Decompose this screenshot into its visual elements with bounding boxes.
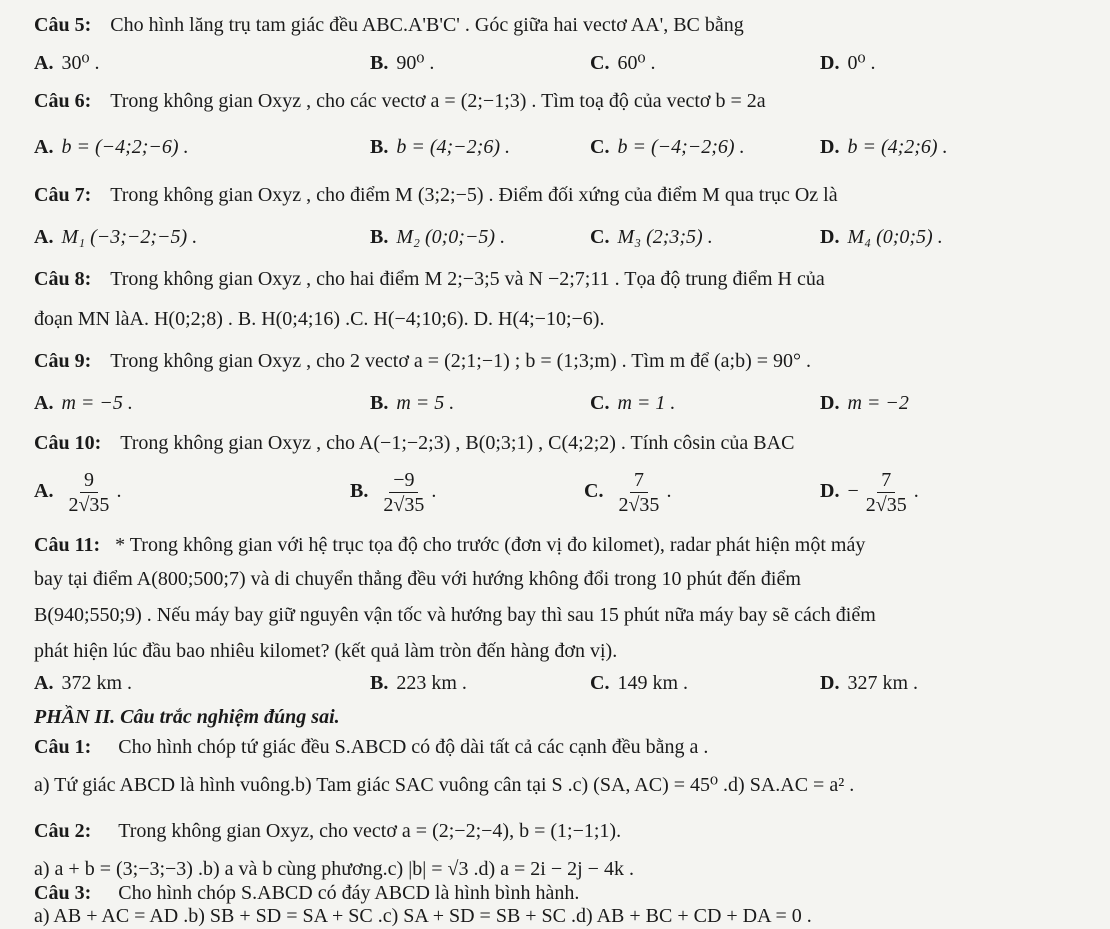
question-10-options	[34, 468, 1100, 520]
option-c: C. 149 km .	[590, 672, 689, 694]
question-text: Cho hình chóp tứ giác đều S.ABCD có độ dài tất cả các cạnh đều bằng a .	[118, 736, 709, 758]
option-b: B. 90⁰ .	[370, 52, 435, 74]
question-label: Câu 2:	[34, 820, 92, 842]
question-7-options	[34, 224, 1100, 250]
option-a: A. $\frac{9}{2√35}$ .	[34, 469, 122, 516]
fraction-denominator: 2√35	[68, 494, 110, 516]
option-a: A. 30⁰ .	[34, 52, 100, 74]
question-text: Cho hình lăng trụ tam giác đều ABC.A'B'C' . Góc giữa hai vectơ AA', BC bằng	[110, 14, 744, 36]
option-d: D. M₄ (0;0;5) .	[820, 226, 943, 248]
question-text: * Trong không gian với hệ trục tọa độ cho trước (đơn vị đo kilomet), radar phát hiện một máy	[115, 534, 866, 556]
question-6-options	[34, 134, 1100, 160]
question-5-options	[34, 50, 1100, 76]
question-8-line-2	[34, 306, 1100, 332]
option-b: B. M₂ (0;0;−5) .	[370, 226, 506, 248]
question-9-options	[34, 390, 1100, 416]
question-text: Trong không gian Oxyz , cho điểm M (3;2;−5) . Điểm đối xứng của điểm M qua trục Oz là	[110, 184, 838, 206]
fraction-denominator: 2√35	[865, 494, 907, 516]
question-label: Câu 8:	[34, 268, 92, 290]
option-a: A. M₁ (−3;−2;−5) .	[34, 226, 198, 248]
fraction-numerator: 7	[877, 468, 895, 493]
question-7	[34, 182, 1100, 208]
fraction-denominator: 2√35	[383, 494, 425, 516]
question-label: Câu 7:	[34, 184, 92, 206]
question-5	[34, 12, 1100, 38]
fraction-numerator: 7	[630, 468, 648, 493]
fraction-numerator: 9	[80, 468, 98, 493]
option-d: D. 0⁰ .	[820, 52, 876, 74]
option-b: B. b = (4;−2;6) .	[370, 136, 510, 158]
option-a: A. b = (−4;2;−6) .	[34, 136, 189, 158]
question-text: Cho hình chóp S.ABCD có đáy ABCD là hình bình hành.	[118, 882, 580, 904]
question-label: Câu 5:	[34, 14, 92, 36]
question-11-options	[34, 670, 1100, 696]
option-a: A. m = −5 .	[34, 392, 133, 414]
question-11-line-3: B(940;550;9) . Nếu máy bay giữ nguyên vận tốc và hướng bay thì sau 15 phút nữa máy bay sẽ cách điểm	[34, 604, 876, 626]
question-text: Trong không gian Oxyz , cho 2 vectơ a = (2;1;−1) ; b = (1;3;m) . Tìm m để (a;b) = 90° .	[110, 350, 812, 372]
option-c: C. b = (−4;−2;6) .	[590, 136, 745, 158]
question-text: Trong không gian Oxyz , cho A(−1;−2;3) , B(0;3;1) , C(4;2;2) . Tính côsin của BAC	[120, 432, 795, 454]
question-8-options: đoạn MN làA. H(0;2;8) . B. H(0;4;16) .C. H(−4;10;6). D. H(4;−10;−6).	[34, 308, 605, 330]
option-d: D. − $\frac{7}{2√35}$ .	[820, 469, 919, 516]
question-label: Câu 6:	[34, 90, 92, 112]
option-b: B. 223 km .	[370, 672, 467, 694]
question-text: Trong không gian Oxyz, cho vectơ a = (2;−2;−4), b = (1;−1;1).	[118, 820, 622, 842]
option-d: D. b = (4;2;6) .	[820, 136, 948, 158]
option-c: C. $\frac{7}{2√35}$ .	[584, 469, 672, 516]
question-11-line-2: bay tại điểm A(800;500;7) và di chuyển thẳng đều với hướng không đổi trong 10 phút đến điểm	[34, 568, 801, 590]
option-d: D. 327 km .	[820, 672, 919, 694]
part2-question-1-statements: a) Tứ giác ABCD là hình vuông.b) Tam giác SAC vuông cân tại S .c) (SA, AC) = 45⁰ .d) SA.AC = a² .	[34, 774, 855, 796]
option-c: C. m = 1 .	[590, 392, 676, 414]
fraction-denominator: 2√35	[618, 494, 660, 516]
option-b: B. $\frac{-9}{2√35}$ .	[350, 469, 437, 516]
option-d: D. m = −2	[820, 392, 909, 414]
question-text: Trong không gian Oxyz , cho hai điểm M 2;−3;5 và N −2;7;11 . Tọa độ trung điểm H của	[110, 268, 825, 290]
part2-question-1	[34, 734, 1100, 760]
option-c: C. 60⁰ .	[590, 52, 656, 74]
question-label: Câu 1:	[34, 736, 92, 758]
fraction-numerator: −9	[389, 468, 418, 493]
question-10	[34, 430, 1100, 456]
option-b: B. m = 5 .	[370, 392, 455, 414]
section-heading: PHẦN II. Câu trắc nghiệm đúng sai.	[34, 706, 340, 728]
question-text: Trong không gian Oxyz , cho các vectơ a = (2;−1;3) . Tìm toạ độ của vectơ b = 2a	[110, 90, 766, 112]
part2-question-3-statements: a) AB + AC = AD .b) SB + SD = SA + SC .c) SA + SD = SB + SC .d) AB + BC + CD + DA = 0 .	[34, 905, 812, 927]
question-label: Câu 11:	[34, 534, 101, 556]
part2-question-2-statements: a) a + b = (3;−3;−3) .b) a và b cùng phương.c) |b| = √3 .d) a = 2i − 2j − 4k .	[34, 858, 634, 880]
question-9	[34, 348, 1100, 374]
question-label: Câu 9:	[34, 350, 92, 372]
question-label: Câu 3:	[34, 882, 92, 904]
question-11-line-4: phát hiện lúc đầu bao nhiêu kilomet? (kết quả làm tròn đến hàng đơn vị).	[34, 640, 618, 662]
question-11	[34, 532, 1100, 558]
part2-question-2	[34, 818, 1100, 844]
question-label: Câu 10:	[34, 432, 102, 454]
option-a: A. 372 km .	[34, 672, 133, 694]
option-c: C. M₃ (2;3;5) .	[590, 226, 713, 248]
question-8	[34, 266, 1100, 292]
question-6	[34, 88, 1100, 114]
